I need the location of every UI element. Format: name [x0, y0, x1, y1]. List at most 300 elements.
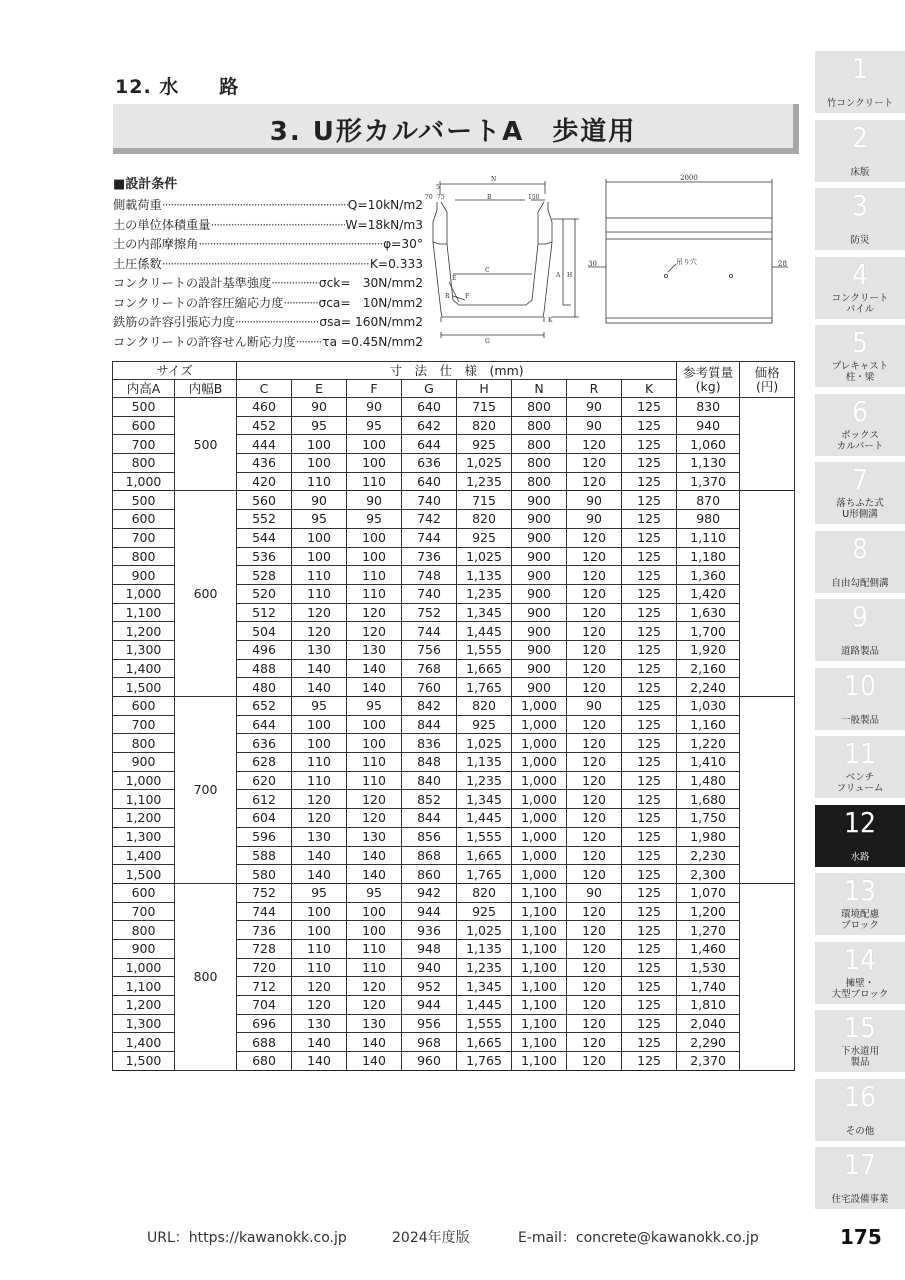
chapter-label: プレキャスト 柱・梁: [831, 361, 889, 383]
cell-price: [740, 827, 795, 846]
cell-K: 125: [622, 827, 677, 846]
cell-R: 120: [567, 1052, 622, 1071]
cell-A: 1,300: [113, 640, 175, 659]
chapter-tab-5[interactable]: [815, 325, 905, 387]
chapter-tab-10[interactable]: [815, 668, 905, 730]
chapter-label: 水路: [850, 851, 870, 863]
chapter-tab-17[interactable]: [815, 1147, 905, 1209]
condition-label: 土の単位体積重量: [113, 217, 211, 232]
cell-R: 120: [567, 771, 622, 790]
label-A: A: [556, 272, 561, 279]
cell-A: 1,400: [113, 846, 175, 865]
cell-H: 1,235: [457, 472, 512, 491]
label-B: B: [487, 194, 492, 201]
cell-G: 960: [402, 1052, 457, 1071]
cell-E: 110: [292, 566, 347, 585]
cell-B: 500: [175, 398, 237, 491]
chapter-tab-11[interactable]: [815, 736, 905, 798]
cell-C: 688: [237, 1033, 292, 1052]
cell-R: 120: [567, 528, 622, 547]
cell-K: 125: [622, 846, 677, 865]
label-30: 30: [588, 260, 597, 268]
cell-weight: 1,740: [677, 977, 740, 996]
label-G: G: [485, 338, 490, 345]
cell-H: 1,665: [457, 1033, 512, 1052]
cell-H: 1,025: [457, 921, 512, 940]
chapter-number: 6: [851, 394, 869, 428]
cell-K: 125: [622, 883, 677, 902]
cell-K: 125: [622, 977, 677, 996]
condition-row: [113, 235, 423, 255]
chapter-label: ベンチ フリューム: [836, 772, 884, 794]
cell-A: 800: [113, 547, 175, 566]
cell-A: 1,200: [113, 996, 175, 1015]
cell-A: 1,300: [113, 1014, 175, 1033]
cell-R: 120: [567, 622, 622, 641]
cell-weight: 1,060: [677, 435, 740, 454]
condition-label: コンクリートの許容圧縮応力度: [113, 295, 284, 310]
cell-R: 90: [567, 510, 622, 529]
cell-price: [740, 771, 795, 790]
chapter-tab-14[interactable]: [815, 942, 905, 1004]
cell-G: 844: [402, 715, 457, 734]
chapter-label: 自由勾配側溝: [831, 577, 889, 589]
cell-R: 120: [567, 659, 622, 678]
cell-E: 95: [292, 416, 347, 435]
cell-price: [740, 435, 795, 454]
cell-weight: 2,040: [677, 1014, 740, 1033]
cell-price: [740, 921, 795, 940]
cell-N: 1,100: [512, 883, 567, 902]
cell-E: 140: [292, 846, 347, 865]
cell-weight: 1,200: [677, 902, 740, 921]
cell-A: 600: [113, 510, 175, 529]
cell-A: 700: [113, 902, 175, 921]
cell-E: 140: [292, 865, 347, 884]
cell-H: 1,135: [457, 939, 512, 958]
cell-N: 900: [512, 584, 567, 603]
chapter-tab-2[interactable]: [815, 120, 905, 182]
page-title: 3. U形カルバートA 歩道用: [269, 117, 637, 147]
title-banner: [113, 104, 799, 154]
cell-N: 1,100: [512, 977, 567, 996]
header-price: 価格 (円): [740, 362, 795, 398]
cell-A: 900: [113, 566, 175, 585]
cell-G: 642: [402, 416, 457, 435]
header-weight: 参考質量 (kg): [677, 362, 740, 398]
cell-K: 125: [622, 697, 677, 716]
cell-A: 1,100: [113, 603, 175, 622]
cell-A: 500: [113, 491, 175, 510]
cell-R: 120: [567, 790, 622, 809]
cell-C: 552: [237, 510, 292, 529]
cell-R: 120: [567, 958, 622, 977]
condition-value: W=18kN/m3: [345, 217, 423, 232]
chapter-number: 8: [851, 531, 869, 565]
cell-C: 496: [237, 640, 292, 659]
cell-C: 536: [237, 547, 292, 566]
cell-weight: 1,680: [677, 790, 740, 809]
cell-C: 636: [237, 734, 292, 753]
cell-K: 125: [622, 939, 677, 958]
cell-weight: 1,530: [677, 958, 740, 977]
cell-R: 120: [567, 865, 622, 884]
cell-F: 90: [347, 398, 402, 417]
cell-F: 120: [347, 622, 402, 641]
cell-E: 100: [292, 921, 347, 940]
cell-A: 1,000: [113, 771, 175, 790]
chapter-tab-12[interactable]: [815, 805, 905, 867]
cell-G: 736: [402, 547, 457, 566]
cell-A: 600: [113, 697, 175, 716]
cell-N: 900: [512, 566, 567, 585]
cell-H: 1,555: [457, 1014, 512, 1033]
cell-price: [740, 939, 795, 958]
cell-weight: 1,920: [677, 640, 740, 659]
cell-C: 480: [237, 678, 292, 697]
cell-weight: 1,030: [677, 697, 740, 716]
table-row: [113, 697, 795, 716]
cell-E: 100: [292, 435, 347, 454]
cell-H: 820: [457, 883, 512, 902]
cell-E: 130: [292, 640, 347, 659]
chapter-tab-1[interactable]: [815, 51, 905, 113]
cell-E: 110: [292, 771, 347, 790]
cell-price: [740, 659, 795, 678]
cell-C: 436: [237, 454, 292, 473]
cell-G: 844: [402, 809, 457, 828]
conditions-list: [113, 196, 423, 352]
label-K: K: [548, 317, 553, 324]
conditions-heading: ■設計条件: [113, 177, 178, 192]
cell-H: 820: [457, 697, 512, 716]
cell-C: 420: [237, 472, 292, 491]
cell-B: 800: [175, 883, 237, 1070]
cell-E: 120: [292, 977, 347, 996]
cell-H: 1,025: [457, 734, 512, 753]
cell-H: 1,555: [457, 827, 512, 846]
condition-label: コンクリートの設計基準強度: [113, 276, 272, 290]
cell-F: 140: [347, 659, 402, 678]
cell-F: 95: [347, 883, 402, 902]
cell-price: [740, 1052, 795, 1071]
cell-R: 90: [567, 398, 622, 417]
cell-H: 925: [457, 902, 512, 921]
cell-F: 110: [347, 771, 402, 790]
cell-G: 948: [402, 939, 457, 958]
cell-R: 120: [567, 734, 622, 753]
cell-C: 620: [237, 771, 292, 790]
cell-H: 1,025: [457, 547, 512, 566]
label-5: 5: [436, 184, 440, 191]
chapter-label: 落ちふた式 U形側溝: [836, 498, 884, 520]
cell-price: [740, 883, 795, 902]
cell-A: 700: [113, 435, 175, 454]
chapter-number: 13: [843, 874, 877, 907]
cell-H: 1,665: [457, 846, 512, 865]
cell-G: 840: [402, 771, 457, 790]
cell-G: 936: [402, 921, 457, 940]
cell-price: [740, 977, 795, 996]
cell-A: 1,200: [113, 809, 175, 828]
cell-F: 95: [347, 510, 402, 529]
cell-C: 596: [237, 827, 292, 846]
cell-N: 1,100: [512, 921, 567, 940]
cell-C: 752: [237, 883, 292, 902]
cell-E: 110: [292, 584, 347, 603]
cell-A: 1,100: [113, 977, 175, 996]
cell-K: 125: [622, 865, 677, 884]
cell-K: 125: [622, 528, 677, 547]
cell-R: 90: [567, 416, 622, 435]
chapter-tab-4[interactable]: [815, 257, 905, 319]
cell-F: 140: [347, 865, 402, 884]
cell-F: 120: [347, 603, 402, 622]
cell-E: 110: [292, 753, 347, 772]
cell-K: 125: [622, 416, 677, 435]
chapter-tab-16[interactable]: [815, 1079, 905, 1141]
chapter-label: 道路製品: [840, 646, 879, 657]
cell-G: 640: [402, 398, 457, 417]
cell-N: 1,000: [512, 715, 567, 734]
cell-price: [740, 472, 795, 491]
cell-F: 140: [347, 1033, 402, 1052]
cell-price: [740, 958, 795, 977]
cell-G: 944: [402, 996, 457, 1015]
cell-B: 600: [175, 491, 237, 697]
cell-G: 744: [402, 622, 457, 641]
chapter-number: 16: [843, 1079, 877, 1113]
spec-table: [112, 361, 795, 1071]
cell-K: 125: [622, 753, 677, 772]
cell-F: 110: [347, 753, 402, 772]
condition-row: [113, 196, 423, 216]
cell-H: 1,765: [457, 1052, 512, 1071]
cell-A: 1,000: [113, 958, 175, 977]
cell-R: 120: [567, 753, 622, 772]
cell-C: 628: [237, 753, 292, 772]
cell-N: 800: [512, 398, 567, 417]
cell-N: 1,000: [512, 809, 567, 828]
cell-F: 100: [347, 435, 402, 454]
chapter-label: 床版: [850, 166, 870, 178]
cell-G: 836: [402, 734, 457, 753]
cell-F: 100: [347, 715, 402, 734]
cell-N: 1,100: [512, 1033, 567, 1052]
cell-G: 752: [402, 603, 457, 622]
chapter-label: ボックス カルバート: [836, 429, 884, 452]
cell-C: 728: [237, 939, 292, 958]
cell-K: 125: [622, 678, 677, 697]
cell-R: 120: [567, 1014, 622, 1033]
cell-weight: 870: [677, 491, 740, 510]
condition-value: σsa= 160N/mm2: [319, 315, 423, 329]
cell-weight: 1,460: [677, 939, 740, 958]
cell-C: 720: [237, 958, 292, 977]
chapter-number: 7: [851, 463, 869, 496]
cell-C: 444: [237, 435, 292, 454]
cell-F: 140: [347, 846, 402, 865]
cell-E: 95: [292, 883, 347, 902]
chapter-tab-8[interactable]: [815, 531, 905, 593]
chapter-number: 4: [851, 257, 869, 291]
cell-weight: 1,480: [677, 771, 740, 790]
cell-A: 600: [113, 883, 175, 902]
label-C: C: [485, 267, 490, 274]
cell-N: 1,000: [512, 771, 567, 790]
leader-dots: [271, 274, 319, 294]
cell-A: 900: [113, 939, 175, 958]
cell-G: 848: [402, 753, 457, 772]
cell-price: [740, 528, 795, 547]
condition-value: σck= 30N/mm2: [318, 276, 423, 290]
cell-F: 120: [347, 790, 402, 809]
cell-weight: 1,420: [677, 584, 740, 603]
cell-H: 1,765: [457, 865, 512, 884]
header-size: サイズ: [113, 362, 237, 380]
cell-E: 130: [292, 827, 347, 846]
cell-H: 1,555: [457, 640, 512, 659]
cell-N: 800: [512, 472, 567, 491]
cell-K: 125: [622, 734, 677, 753]
cell-C: 544: [237, 528, 292, 547]
cell-E: 100: [292, 902, 347, 921]
chapter-label: 下水道用 製品: [840, 1046, 879, 1068]
leader-dots: [235, 313, 320, 333]
cell-E: 120: [292, 622, 347, 641]
cell-H: 1,445: [457, 996, 512, 1015]
cell-R: 120: [567, 603, 622, 622]
cell-F: 90: [347, 491, 402, 510]
cell-C: 744: [237, 902, 292, 921]
cell-weight: 1,180: [677, 547, 740, 566]
cell-C: 452: [237, 416, 292, 435]
cell-N: 800: [512, 416, 567, 435]
cell-R: 90: [567, 491, 622, 510]
cell-F: 130: [347, 827, 402, 846]
cell-G: 944: [402, 902, 457, 921]
cell-weight: 1,130: [677, 454, 740, 473]
cell-K: 125: [622, 771, 677, 790]
cell-E: 130: [292, 1014, 347, 1033]
cell-price: [740, 603, 795, 622]
cell-G: 636: [402, 454, 457, 473]
cell-H: 1,135: [457, 753, 512, 772]
cell-price: [740, 678, 795, 697]
cell-R: 120: [567, 977, 622, 996]
cell-N: 1,000: [512, 846, 567, 865]
cell-K: 125: [622, 603, 677, 622]
cell-F: 140: [347, 1052, 402, 1071]
label-F: F: [465, 293, 470, 300]
cell-N: 800: [512, 435, 567, 454]
footer-url: URL：https://kawanokk.co.jp: [147, 1230, 347, 1246]
chapter-tab-7[interactable]: [815, 462, 905, 524]
cell-H: 1,445: [457, 809, 512, 828]
cell-A: 1,500: [113, 1052, 175, 1071]
cell-K: 125: [622, 435, 677, 454]
condition-row: [113, 216, 423, 236]
cell-price: [740, 547, 795, 566]
chapter-label: 住宅設備事業: [831, 1194, 889, 1205]
cell-G: 640: [402, 472, 457, 491]
cell-A: 800: [113, 921, 175, 940]
chapter-label: 擁壁・ 大型ブロック: [831, 977, 889, 1000]
cell-G: 940: [402, 958, 457, 977]
condition-value: τa =0.45N/mm2: [322, 334, 423, 349]
cell-C: 736: [237, 921, 292, 940]
cross-section-diagram: [425, 172, 580, 347]
chapter-tab-9[interactable]: [815, 599, 905, 661]
cell-E: 120: [292, 790, 347, 809]
cell-C: 712: [237, 977, 292, 996]
condition-label: 土圧係数: [113, 256, 162, 271]
chapter-tab-3[interactable]: [815, 188, 905, 250]
cell-N: 900: [512, 528, 567, 547]
condition-label: 側載荷重: [113, 198, 162, 212]
cell-weight: 1,070: [677, 883, 740, 902]
cell-G: 868: [402, 846, 457, 865]
cell-F: 100: [347, 528, 402, 547]
chapter-tab-15[interactable]: [815, 1010, 905, 1072]
cell-C: 652: [237, 697, 292, 716]
cell-C: 588: [237, 846, 292, 865]
cell-E: 90: [292, 491, 347, 510]
leader-dots: [296, 333, 323, 353]
cell-H: 1,345: [457, 790, 512, 809]
cell-price: [740, 865, 795, 884]
table-row: [113, 883, 795, 902]
cell-E: 100: [292, 734, 347, 753]
label-E: E: [452, 275, 457, 282]
cell-R: 120: [567, 1033, 622, 1052]
cell-E: 100: [292, 715, 347, 734]
cell-K: 125: [622, 1052, 677, 1071]
cell-E: 110: [292, 958, 347, 977]
cell-weight: 1,110: [677, 528, 740, 547]
cell-K: 125: [622, 584, 677, 603]
cell-K: 125: [622, 1033, 677, 1052]
cell-price: [740, 622, 795, 641]
condition-row: [113, 294, 423, 314]
cell-weight: 1,980: [677, 827, 740, 846]
condition-row: [113, 313, 423, 333]
chapter-tab-6[interactable]: [815, 394, 905, 456]
cell-H: 1,765: [457, 678, 512, 697]
table-row: [113, 491, 795, 510]
cell-G: 852: [402, 790, 457, 809]
cell-price: [740, 734, 795, 753]
cell-K: 125: [622, 566, 677, 585]
cell-N: 1,100: [512, 1014, 567, 1033]
chapter-number: 12: [843, 805, 877, 839]
cell-F: 130: [347, 1014, 402, 1033]
cell-N: 900: [512, 622, 567, 641]
cell-price: [740, 1033, 795, 1052]
chapter-number: 1: [851, 52, 869, 85]
chapter-label: 一般製品: [840, 714, 879, 726]
cell-H: 820: [457, 416, 512, 435]
cell-H: 925: [457, 528, 512, 547]
cell-E: 140: [292, 1033, 347, 1052]
cell-F: 110: [347, 958, 402, 977]
header-N: N: [512, 380, 567, 398]
chapter-label: その他: [845, 1125, 875, 1137]
cell-weight: 2,370: [677, 1052, 740, 1071]
leader-dots: [162, 196, 348, 216]
chapter-tab-13[interactable]: [815, 873, 905, 935]
cell-C: 612: [237, 790, 292, 809]
